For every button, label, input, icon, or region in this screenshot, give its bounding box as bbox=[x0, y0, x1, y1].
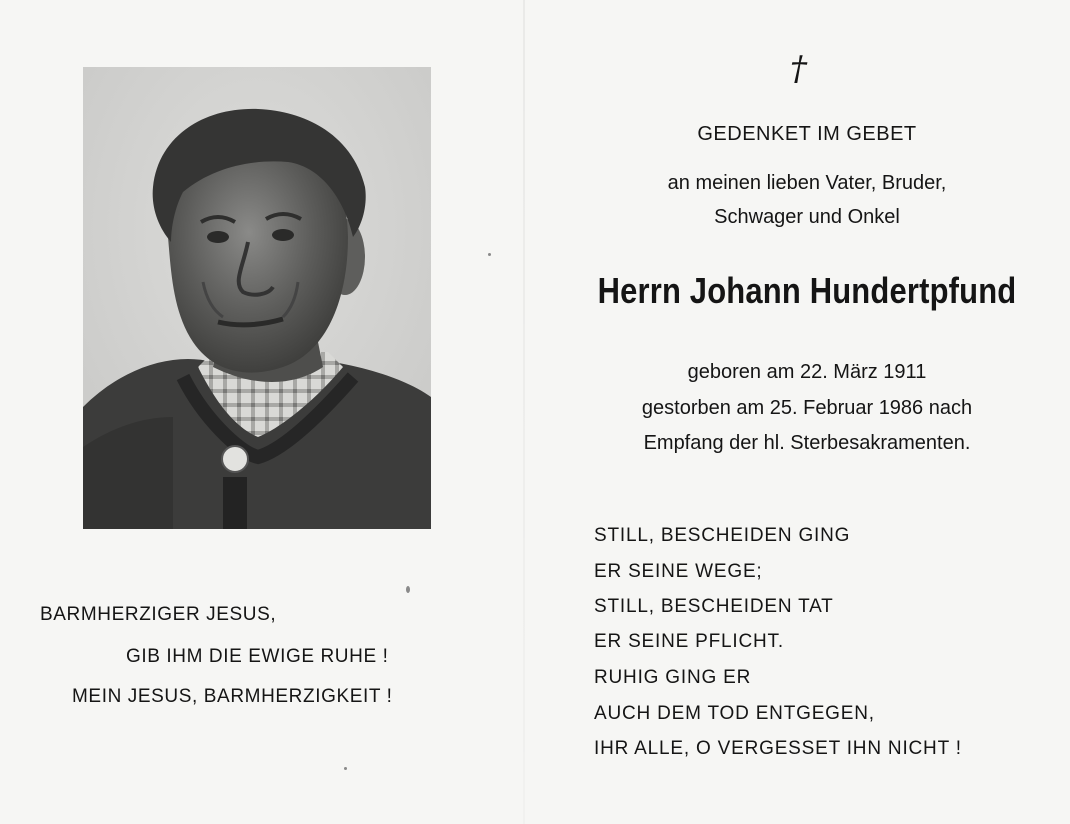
card-fold-line bbox=[523, 0, 525, 824]
print-speck bbox=[406, 586, 410, 593]
deceased-name: Herrn Johann Hundertpfund bbox=[597, 270, 1017, 311]
portrait-image bbox=[83, 67, 431, 529]
death-date-line: gestorben am 25. Februar 1986 nach bbox=[641, 397, 973, 419]
poem-line-5: RUHIG GING ER bbox=[594, 667, 752, 688]
poem-line-7: IHR ALLE, O VERGESSET IHN NICHT ! bbox=[594, 738, 962, 759]
portrait-photo bbox=[83, 67, 431, 529]
print-speck bbox=[344, 767, 347, 770]
birth-date-line: geboren am 22. März 1911 bbox=[687, 361, 927, 383]
poem-line-4: ER SEINE PFLICHT. bbox=[594, 631, 784, 652]
intro-line-2: Schwager und Onkel bbox=[714, 206, 900, 228]
prayer-line-2: GIB IHM DIE EWIGE RUHE ! bbox=[126, 646, 389, 667]
cross-icon: † bbox=[790, 49, 807, 89]
sacrament-line: Empfang der hl. Sterbesakramenten. bbox=[643, 432, 971, 454]
print-speck bbox=[488, 253, 491, 256]
memorial-heading: GEDENKET IM GEBET bbox=[697, 123, 917, 145]
poem-line-1: STILL, BESCHEIDEN GING bbox=[594, 525, 851, 546]
intro-line-1: an meinen lieben Vater, Bruder, bbox=[667, 172, 947, 194]
poem-line-3: STILL, BESCHEIDEN TAT bbox=[594, 596, 834, 617]
poem-line-2: ER SEINE WEGE; bbox=[594, 561, 763, 582]
poem-line-6: AUCH DEM TOD ENTGEGEN, bbox=[594, 703, 875, 724]
prayer-line-1: BARMHERZIGER JESUS, bbox=[40, 604, 277, 625]
prayer-line-3: MEIN JESUS, BARMHERZIGKEIT ! bbox=[72, 686, 393, 707]
